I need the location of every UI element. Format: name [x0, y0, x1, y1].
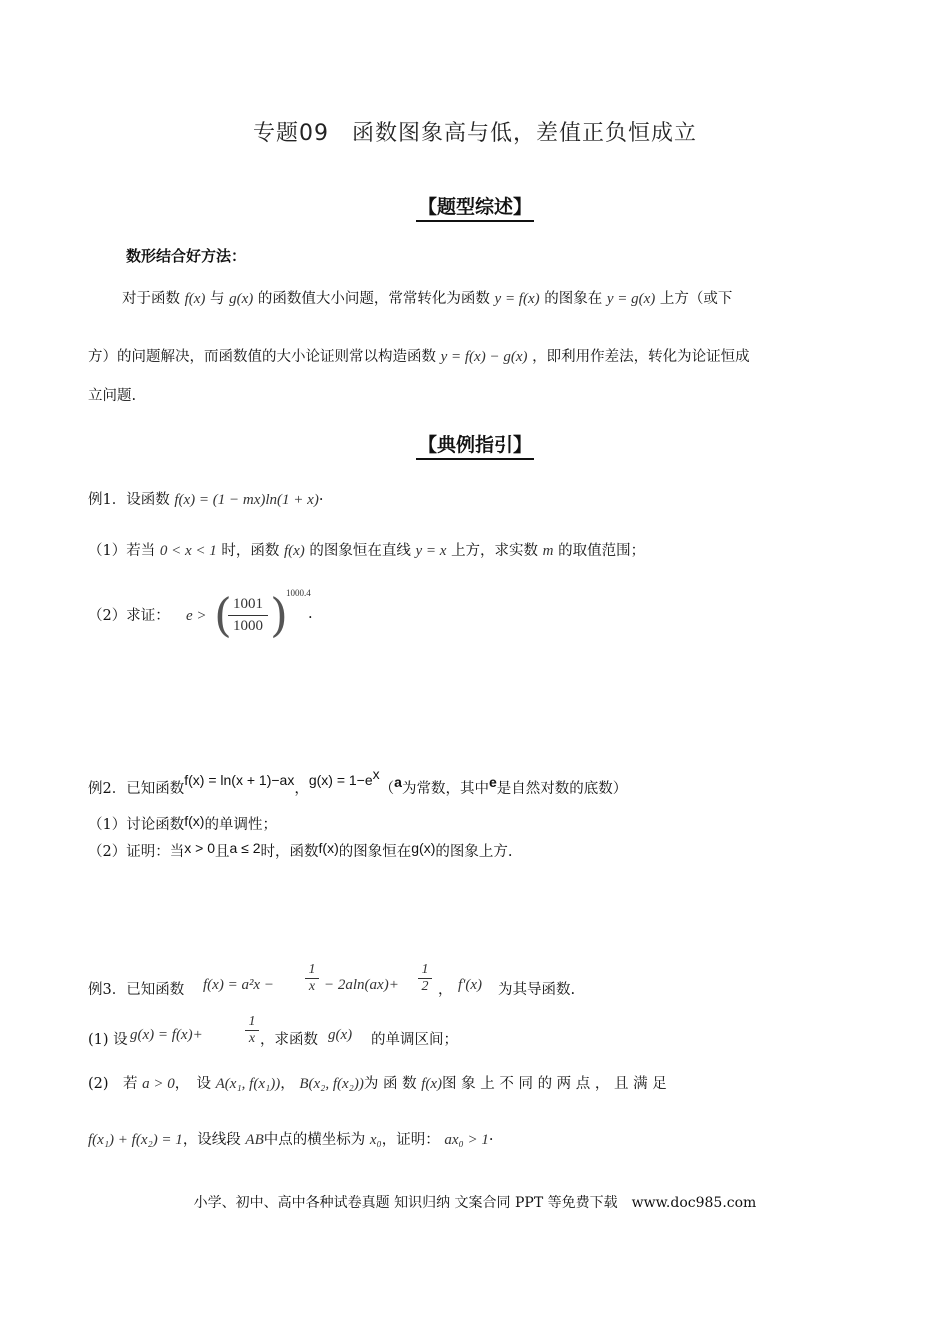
- math-ex3-f-lhs: f(x) = a²x −: [203, 977, 274, 993]
- section-heading-overview: 【题型综述】: [0, 192, 950, 219]
- intro-line-3: 立问题.: [88, 388, 137, 404]
- intro-line-1: 对于函数 f(x) 与 g(x) 的函数值大小问题，常常转化为函数 y = f(x) 的图象在 y = g(x) 上方（或下: [122, 291, 733, 307]
- example-1-part-1: （1）若当 0 < x < 1 时，函数 f(x) 的图象恒在直线 y = x 上方，求实数 m 的取值范围；: [88, 543, 646, 559]
- math-ex2-g: g(x) = 1−e: [308, 771, 373, 788]
- example-1-statement: 例1．设函数 f(x) = (1 − mx)ln(1 + x)·: [88, 492, 324, 508]
- example-2-part-2: （2）证明：当x > 0且a ≤ 2时，函数f(x)的图象恒在g(x)的图象上方.: [88, 840, 513, 860]
- math-y-fx: y = f(x): [494, 291, 540, 307]
- section-heading-examples: 【典例指引】: [0, 430, 950, 457]
- example-3-part-2: (2) 若 a > 0， 设 A(x₁, f(x₁))， B(x₂, f(x₂))为 函 数 f(x)图 象 上 不 同 的 两 点 ， 且 满 足: [88, 1076, 667, 1092]
- math-gx: g(x): [229, 291, 254, 307]
- math-fx: f(x): [184, 291, 206, 307]
- math-ex2-f: f(x) = ln(x + 1)−ax: [184, 771, 295, 788]
- example-2-part-1: （1）讨论函数f(x)的单调性；: [88, 813, 277, 833]
- footer-text: 小学、初中、高中各种试卷真题 知识归纳 文案合同 PPT 等免费下载 www.doc985.com: [193, 1195, 757, 1211]
- method-heading: 数形结合好方法：: [126, 247, 247, 265]
- example-3-part-1: (1) 设 g(x) = f(x)+ 1 x ，求函数 g(x) 的单调区间；: [88, 1014, 458, 1048]
- example-2-statement: 例2．已知函数f(x) = ln(x + 1)−ax，$g(x) = 1-e^x(a$为常数，其中e是自然对数的底数）: [88, 766, 628, 797]
- math-ex3-f-mid: − 2aln(ax)+: [324, 977, 399, 993]
- example-3-part-2-cont: f(x₁) + f(x₂) = 1，设线段 AB中点的横坐标为 x₀，证明： ax₀ > 1·: [88, 1132, 494, 1148]
- math-ex1-f: f(x) = (1 − mx)ln(1 + x): [174, 492, 319, 508]
- math-y-gx: y = g(x): [606, 291, 656, 307]
- example-1-part-2: （2）求证：: [88, 608, 170, 624]
- math-y-diff: y = f(x) − g(x): [440, 349, 528, 365]
- intro-line-2: 方）的问题解决，而函数值的大小论证则常以构造函数 y = f(x) − g(x) ，即利用作差法，转化为论证恒成: [88, 349, 750, 365]
- page-title: 专题09 函数图象高与低，差值正负恒成立: [253, 121, 697, 146]
